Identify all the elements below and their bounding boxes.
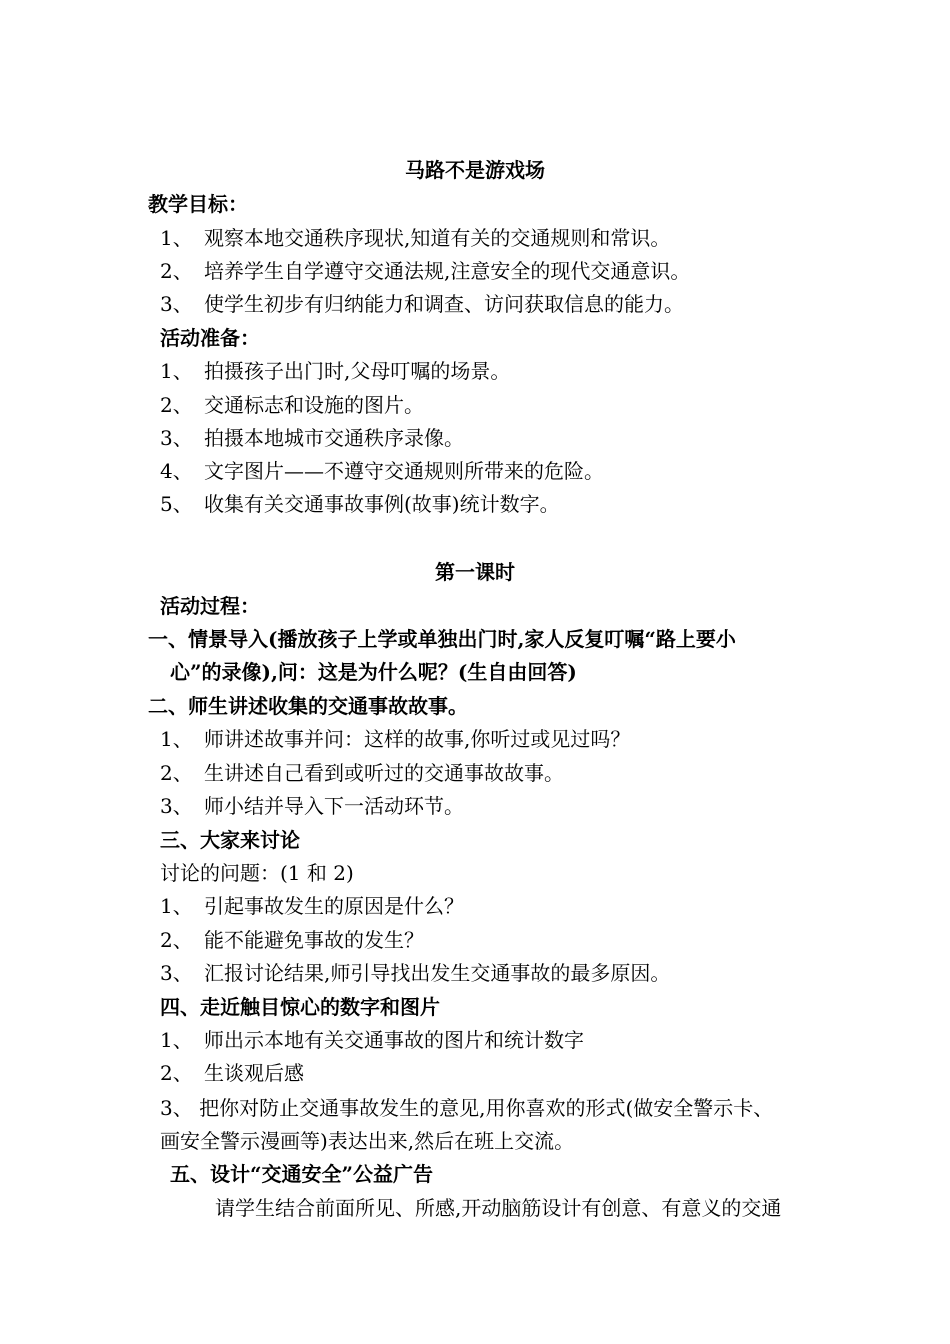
list-text: 拍摄本地城市交通秩序录像。	[204, 426, 464, 450]
list-text: 师小结并导入下一活动环节。	[204, 794, 464, 818]
section-1-heading-cont: 心”的录像),问：这是为什么呢？(生自由回答)	[170, 660, 577, 684]
list-text: 师出示本地有关交通事故的图片和统计数字	[204, 1028, 584, 1052]
process-heading: 活动过程：	[160, 594, 260, 618]
list-text: 观察本地交通秩序现状,知道有关的交通规则和常识。	[204, 226, 671, 250]
lesson-heading: 第一课时	[435, 560, 515, 584]
list-text: 引起事故发生的原因是什么？	[204, 894, 464, 918]
list-number: 2、	[160, 1061, 193, 1085]
list-item	[0, 726, 950, 752]
list-item-3-text: 3、 把你对防止交通事故发生的意见,用你喜欢的形式(做安全警示卡、	[160, 1096, 774, 1120]
list-item	[0, 793, 950, 819]
discussion-question: 讨论的问题：(1 和 2)	[160, 861, 354, 885]
list-item	[0, 291, 950, 317]
section-3-heading: 三、大家来讨论	[160, 828, 300, 852]
prep-heading: 活动准备：	[160, 326, 260, 350]
list-text: 师讲述故事并问：这样的故事,你听过或见过吗？	[204, 727, 631, 751]
list-number: 2、	[160, 928, 193, 952]
list-number: 4、	[160, 459, 193, 483]
list-item	[0, 927, 950, 953]
list-number: 2、	[160, 259, 193, 283]
list-item	[0, 893, 950, 919]
list-item	[0, 1060, 950, 1086]
list-text: 文字图片——不遵守交通规则所带来的危险。	[204, 459, 604, 483]
list-text: 生谈观后感	[204, 1061, 304, 1085]
list-number: 1、	[160, 727, 193, 751]
list-number: 1、	[160, 359, 193, 383]
list-item-3-text-cont: 画安全警示漫画等)表达出来,然后在班上交流。	[160, 1129, 575, 1153]
list-text: 培养学生自学遵守交通法规,注意安全的现代交通意识。	[204, 259, 691, 283]
list-item	[0, 425, 950, 451]
list-number: 5、	[160, 492, 193, 516]
list-text: 使学生初步有归纳能力和调查、访问获取信息的能力。	[204, 292, 684, 316]
list-item	[0, 760, 950, 786]
list-number: 2、	[160, 761, 193, 785]
list-item	[0, 358, 950, 384]
list-item	[0, 1027, 950, 1053]
list-text: 交通标志和设施的图片。	[204, 393, 424, 417]
document-title: 马路不是游戏场	[405, 158, 545, 182]
list-text: 收集有关交通事故事例(故事)统计数字。	[204, 492, 560, 516]
list-number: 1、	[160, 226, 193, 250]
list-text: 生讲述自己看到或听过的交通事故故事。	[204, 761, 564, 785]
list-number: 2、	[160, 393, 193, 417]
list-number: 1、	[160, 1028, 193, 1052]
list-text: 拍摄孩子出门时,父母叮嘱的场景。	[204, 359, 511, 383]
list-item	[0, 491, 950, 517]
section-4-heading: 四、走近触目惊心的数字和图片	[160, 995, 440, 1019]
list-number: 3、	[160, 961, 193, 985]
goals-heading: 教学目标：	[148, 192, 248, 216]
list-number: 1、	[160, 894, 193, 918]
list-item	[0, 392, 950, 418]
list-item	[0, 960, 950, 986]
section-1-heading: 一、情景导入(播放孩子上学或单独出门时,家人反复叮嘱“路上要小	[148, 627, 736, 651]
list-number: 3、	[160, 292, 193, 316]
section-2-heading: 二、师生讲述收集的交通事故故事。	[148, 694, 468, 718]
paragraph-text: 请学生结合前面所见、所感,开动脑筋设计有创意、有意义的交通	[215, 1196, 782, 1220]
list-number: 3、	[160, 426, 193, 450]
list-item	[0, 258, 950, 284]
list-item	[0, 225, 950, 251]
list-item	[0, 458, 950, 484]
section-5-heading: 五、设计“交通安全”公益广告	[170, 1162, 434, 1186]
list-text: 汇报讨论结果,师引导找出发生交通事故的最多原因。	[204, 961, 671, 985]
list-text: 能不能避免事故的发生？	[204, 928, 424, 952]
list-number: 3、	[160, 794, 193, 818]
